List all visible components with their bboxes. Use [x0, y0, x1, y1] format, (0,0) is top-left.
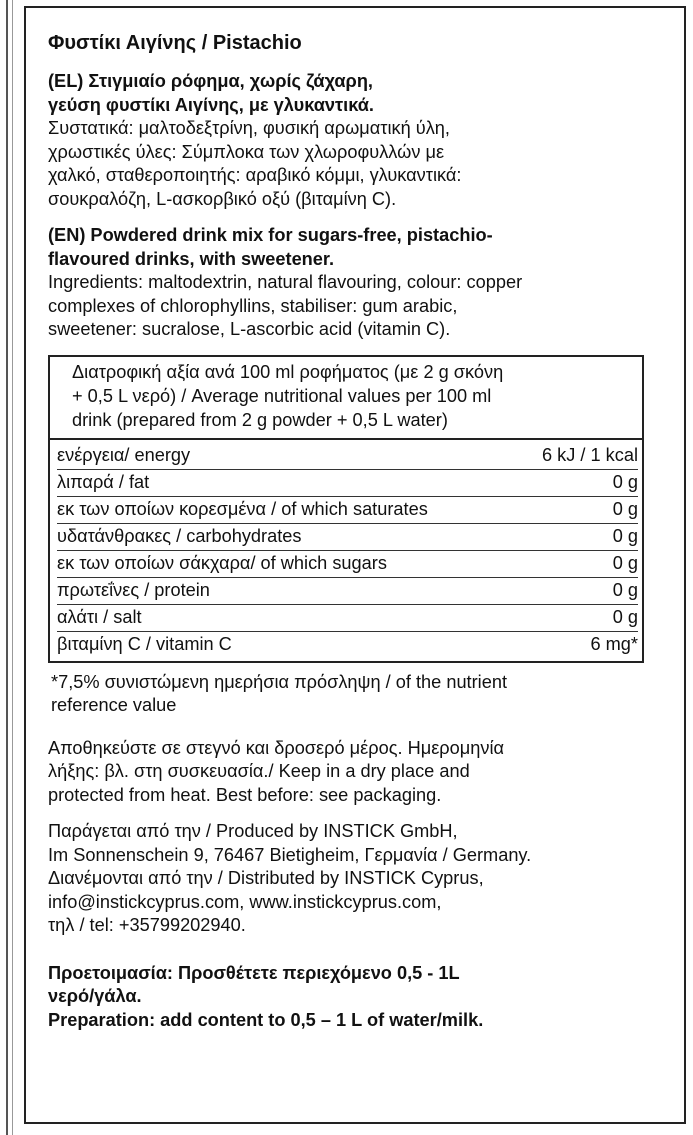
producer-line: Im Sonnenschein 9, 76467 Bietigheim, Γερμανία / Germany. [48, 844, 532, 865]
greek-heading-line-2: γεύση φυστίκι Αιγίνης, με γλυκαντικά. [48, 94, 374, 115]
greek-ingredients-line: Συστατικά: μαλτοδεξτρίνη, φυσική αρωματική ύλη, [48, 118, 450, 138]
storage-section [48, 737, 676, 808]
nutrition-table [48, 355, 644, 663]
nutrition-row-sugars [57, 551, 638, 578]
nutrition-header-line: drink (prepared from 2 g powder + 0,5 L water) [72, 409, 448, 430]
preparation-line: Preparation: add content to 0,5 – 1 L of water/milk. [48, 1009, 484, 1030]
nutrition-row-protein [57, 578, 638, 605]
nutrition-table-header [50, 357, 642, 440]
nutrient-value: 0 g [612, 471, 638, 492]
greek-ingredients-line: χρωστικές ύλες: Σύμπλοκα των χλωροφυλλών με [48, 141, 445, 162]
nutrient-value: 6 kJ / 1 kcal [541, 444, 638, 465]
footnote-line: reference value [51, 694, 177, 715]
nutrition-row-carbohydrates [57, 524, 638, 551]
nutrition-header-line: + 0,5 L νερό) / Average nutritional values per 100 ml [72, 385, 492, 406]
greek-section [48, 70, 676, 211]
english-ingredients-line: sweetener: sucralose, L-ascorbic acid (vitamin C). [48, 319, 451, 339]
preparation-section [48, 962, 676, 1033]
label-content [48, 30, 676, 1045]
nutrient-label: εκ των οποίων σάκχαρα/ of which sugars [57, 552, 387, 573]
storage-line: protected from heat. Best before: see packaging. [48, 784, 442, 805]
footnote-line: *7,5% συνιστώμενη ημερήσια πρόσληψη / of the nutrient [51, 671, 507, 692]
nutrient-value: 0 g [612, 498, 638, 519]
english-heading-line-1: (EN) Powdered drink mix for sugars-free, pistachio- [48, 225, 493, 245]
product-label [24, 6, 686, 1124]
english-section [48, 224, 676, 342]
product-title: Φυστίκι Αιγίνης / Pistachio [48, 32, 302, 54]
storage-line: λήξης: βλ. στη συσκευασία./ Keep in a dry place and [48, 761, 470, 781]
nutrient-label: ενέργεια/ energy [57, 444, 191, 465]
nutrition-rows [50, 440, 642, 661]
nutrient-label: αλάτι / salt [57, 606, 142, 627]
nutrition-row-energy [57, 443, 638, 470]
nutrient-label: υδατάνθρακες / carbohydrates [57, 525, 302, 546]
nutrition-row-vitamin-c [57, 632, 638, 659]
left-border-line [6, 0, 8, 1135]
nutrient-value: 0 g [612, 525, 638, 546]
left-border-line-inner [12, 0, 13, 1135]
nutrition-row-saturates [57, 497, 638, 524]
english-ingredients-line: Ingredients: maltodextrin, natural flavouring, colour: copper [48, 272, 523, 292]
greek-ingredients-line: χαλκό, σταθεροποιητής: αραβικό κόμμι, γλυκαντικά: [48, 165, 462, 185]
english-heading-line-2: flavoured drinks, with sweetener. [48, 248, 335, 269]
producer-line: info@instickcyprus.com, www.instickcyprus.com, [48, 891, 442, 912]
nutrient-value: 0 g [612, 579, 638, 600]
producer-line: Διανέμονται από την / Distributed by INSTICK Cyprus, [48, 868, 484, 888]
nutrient-label: εκ των οποίων κορεσμένα / of which saturates [57, 498, 428, 519]
producer-line: Παράγεται από την / Produced by INSTICK GmbH, [48, 821, 458, 841]
greek-ingredients-line: σουκραλόζη, L-ασκορβικό οξύ (βιταμίνη C). [48, 188, 397, 209]
english-ingredients-line: complexes of chlorophyllins, stabiliser: gum arabic, [48, 295, 458, 316]
nutrition-row-fat [57, 470, 638, 497]
preparation-line: Προετοιμασία: Προσθέτετε περιεχόμενο 0,5 - 1L [48, 962, 460, 983]
preparation-line: νερό/γάλα. [48, 986, 142, 1006]
nutrition-header-line: Διατροφική αξία ανά 100 ml ροφήματος (με 2 g σκόνη [72, 361, 504, 382]
nutrient-value: 0 g [612, 552, 638, 573]
storage-line: Αποθηκεύστε σε στεγνό και δροσερό μέρος. Ημερομηνία [48, 737, 505, 758]
producer-line: τηλ / tel: +35799202940. [48, 915, 246, 935]
nutrient-label: πρωτεΐνες / protein [57, 579, 210, 600]
nutrient-label: λιπαρά / fat [57, 471, 150, 492]
nutrient-label: βιταμίνη C / vitamin C [57, 633, 232, 654]
nutrition-footnote [51, 671, 676, 717]
nutrient-value: 0 g [612, 606, 638, 627]
greek-heading-line-1: (EL) Στιγμιαίο ρόφημα, χωρίς ζάχαρη, [48, 71, 373, 91]
nutrient-value: 6 mg* [590, 633, 638, 654]
producer-section [48, 820, 676, 938]
nutrition-row-salt [57, 605, 638, 632]
